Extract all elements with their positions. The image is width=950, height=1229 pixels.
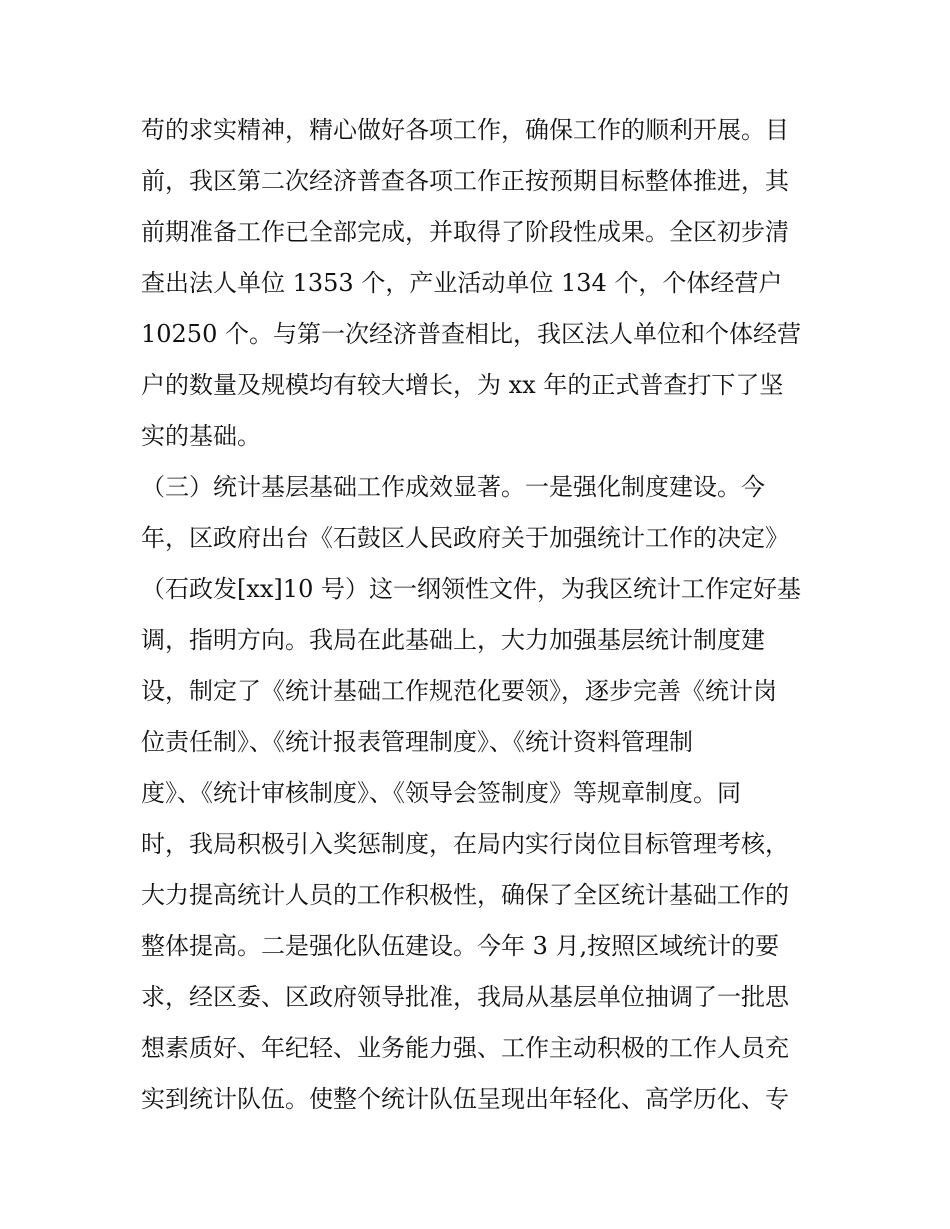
text-line: 10250 个。与第一次经济普查相比，我区法人单位和个体经营 (141, 320, 801, 348)
text-line: 求，经区委、区政府领导批准，我局从基层单位抽调了一批思 (141, 983, 789, 1011)
text-line: 设，制定了《统计基础工作规范化要领》，逐步完善《统计岗 (141, 677, 777, 705)
text-line: 户的数量及规模均有较大增长，为 xx 年的正式普查打下了坚 (141, 371, 784, 399)
text-line: 实的基础。 (141, 422, 261, 450)
text-line: 调，指明方向。我局在此基础上，大力加强基层统计制度建 (141, 626, 765, 654)
text-line: 位责任制》、《统计报表管理制度》、《统计资料管理制 (141, 728, 693, 756)
text-line: 查出法人单位 1353 个，产业活动单位 134 个，个体经营户 (141, 269, 783, 297)
section-heading-line: （三）统计基层基础工作成效显著。一是强化制度建设。今 (141, 473, 765, 501)
text-line: 实到统计队伍。使整个统计队伍呈现出年轻化、高学历化、专 (141, 1085, 789, 1113)
text-line: 大力提高统计人员的工作积极性，确保了全区统计基础工作的 (141, 881, 789, 909)
body-text (141, 110, 821, 1130)
text-line: 前，我区第二次经济普查各项工作正按预期目标整体推进，其 (141, 167, 789, 195)
text-line: 度》、《统计审核制度》、《领导会签制度》等规章制度。同 (141, 779, 741, 807)
text-line: 前期准备工作已全部完成，并取得了阶段性成果。全区初步清 (141, 218, 789, 246)
text-line: 苟的求实精神，精心做好各项工作，确保工作的顺利开展。目 (141, 116, 789, 144)
text-line: 时，我局积极引入奖惩制度，在局内实行岗位目标管理考核， (141, 830, 789, 858)
text-line: （石政发[xx]10 号）这一纲领性文件，为我区统计工作定好基 (141, 575, 801, 603)
text-line: 年，区政府出台《石鼓区人民政府关于加强统计工作的决定》 (141, 524, 789, 552)
text-line: 想素质好、年纪轻、业务能力强、工作主动积极的工作人员充 (141, 1034, 789, 1062)
text-line: 整体提高。二是强化队伍建设。今年 3 月,按照区域统计的要 (141, 932, 780, 960)
